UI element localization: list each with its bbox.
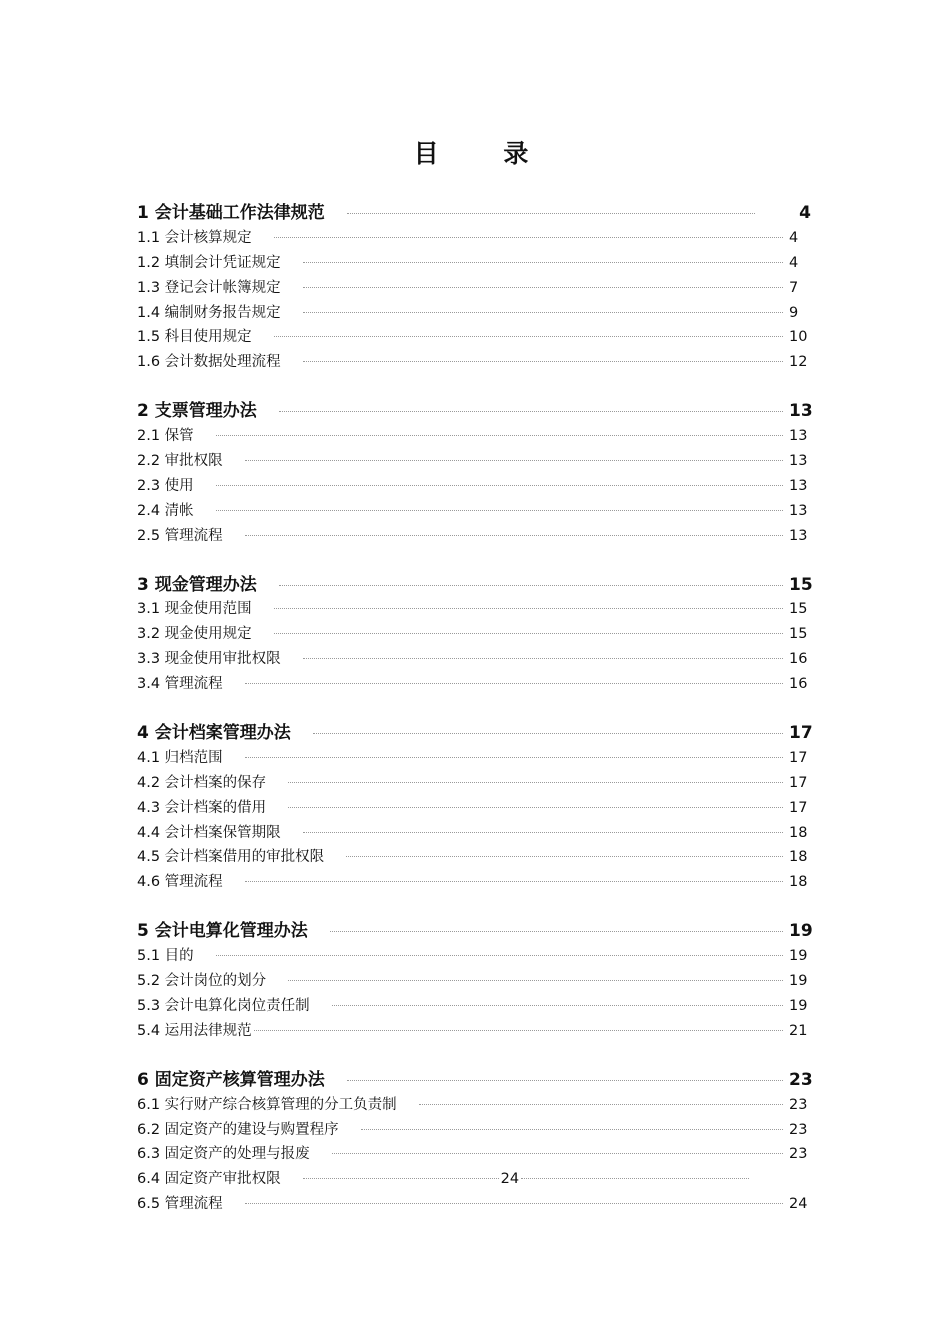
toc-chapter-label: 4 会计档案管理办法 — [137, 723, 291, 744]
toc-page-number: 17 — [789, 723, 813, 744]
toc-subsection-label: 6.1 实行财产综合核算管理的分工负责制 — [137, 1096, 397, 1113]
dot-leader — [274, 608, 783, 609]
toc-subsection-entry[interactable] — [137, 672, 817, 697]
dot-leader — [313, 733, 783, 734]
dot-leader — [216, 485, 783, 486]
toc-subsection-label: 3.4 管理流程 — [137, 676, 223, 693]
toc-subsection-entry[interactable] — [137, 499, 817, 524]
dot-leader — [274, 336, 783, 337]
toc-chapter-label: 2 支票管理办法 — [137, 401, 257, 422]
toc-subsection-label: 1.1 会计核算规定 — [137, 229, 252, 246]
toc-page-number: 23 — [789, 1121, 808, 1138]
toc-page-number: 4 — [789, 229, 799, 246]
toc-page-number: 4 — [789, 254, 799, 271]
toc-subsection-label: 3.2 现金使用规定 — [137, 626, 252, 643]
dot-leader — [346, 856, 783, 857]
toc-subsection-label: 3.3 现金使用审批权限 — [137, 651, 281, 668]
toc-subsection-label: 4.5 会计档案借用的审批权限 — [137, 849, 325, 866]
toc-page-number: 17 — [789, 799, 808, 816]
toc-subsection-label: 6.4 固定资产审批权限 — [137, 1171, 281, 1188]
dot-leader — [288, 782, 783, 783]
toc-section-2 — [137, 399, 817, 548]
toc-subsection-label: 4.6 管理流程 — [137, 874, 223, 891]
toc-subsection-entry[interactable] — [137, 449, 817, 474]
dot-leader — [254, 1030, 783, 1031]
toc-subsection-entry[interactable] — [137, 424, 817, 449]
toc-subsection-label: 1.5 科目使用规定 — [137, 329, 252, 346]
dot-leader — [347, 213, 755, 214]
toc-section-1 — [137, 201, 817, 375]
toc-subsection-label: 2.2 审批权限 — [137, 453, 223, 470]
toc-subsection-label: 5.3 会计电算化岗位责任制 — [137, 997, 310, 1014]
toc-chapter-entry[interactable] — [137, 399, 817, 424]
dot-leader — [330, 931, 783, 932]
toc-chapter-entry[interactable] — [137, 721, 817, 746]
toc-subsection-entry[interactable] — [137, 845, 817, 870]
toc-subsection-label: 1.3 登记会计帐簿规定 — [137, 279, 281, 296]
toc-subsection-entry[interactable] — [137, 1192, 817, 1217]
toc-page-number: 10 — [789, 329, 808, 346]
dot-leader — [303, 832, 783, 833]
dot-leader — [347, 1080, 783, 1081]
toc-page-number: 17 — [789, 749, 808, 766]
dot-leader — [288, 807, 783, 808]
toc-page-number: 19 — [789, 921, 813, 942]
toc-chapter-entry[interactable] — [137, 1068, 817, 1093]
toc-page-number: 15 — [789, 574, 813, 595]
toc-page-number: 13 — [789, 401, 813, 422]
toc-subsection-label: 1.2 填制会计凭证规定 — [137, 254, 281, 271]
toc-page-number: 13 — [789, 527, 808, 544]
toc-subsection-label: 4.4 会计档案保管期限 — [137, 824, 281, 841]
toc-chapter-entry[interactable] — [137, 573, 817, 598]
toc-subsection-label: 5.1 目的 — [137, 948, 194, 965]
dot-leader — [332, 1005, 783, 1006]
toc-subsection-entry[interactable] — [137, 474, 817, 499]
toc-subsection-label: 2.4 清帐 — [137, 502, 194, 519]
dot-leader — [303, 262, 783, 263]
toc-chapter-label: 5 会计电算化管理办法 — [137, 921, 308, 942]
toc-subsection-label: 1.4 编制财务报告规定 — [137, 304, 281, 321]
toc-page-number: 21 — [789, 1022, 808, 1039]
toc-subsection-entry[interactable] — [137, 944, 817, 969]
page-title: 目 录 — [413, 139, 557, 168]
toc-subsection-label: 3.1 现金使用范围 — [137, 601, 252, 618]
dot-leader — [274, 633, 783, 634]
toc-subsection-entry[interactable] — [137, 969, 817, 994]
toc-page-number: 19 — [789, 948, 808, 965]
toc-subsection-label: 4.1 归档范围 — [137, 749, 223, 766]
dot-leader — [274, 237, 783, 238]
toc-chapter-label: 3 现金管理办法 — [137, 574, 257, 595]
toc-subsection-entry[interactable] — [137, 994, 817, 1019]
toc-subsection-label: 4.3 会计档案的借用 — [137, 799, 267, 816]
dot-leader — [245, 757, 783, 758]
toc-page-number: 23 — [789, 1096, 808, 1113]
toc-subsection-label: 2.3 使用 — [137, 477, 194, 494]
toc-subsection-label: 6.5 管理流程 — [137, 1196, 223, 1213]
dot-leader — [303, 287, 783, 288]
dot-leader — [216, 435, 783, 436]
toc-page-number: 24 — [500, 1171, 520, 1188]
toc-subsection-entry[interactable] — [137, 301, 817, 326]
toc-subsection-entry[interactable] — [137, 276, 817, 301]
toc-subsection-label: 1.6 会计数据处理流程 — [137, 354, 281, 371]
table-of-contents — [137, 201, 817, 1241]
toc-page-number: 19 — [789, 973, 808, 990]
toc-subsection-entry[interactable] — [137, 1118, 817, 1143]
toc-page-number: 12 — [789, 354, 808, 371]
toc-section-3 — [137, 573, 817, 697]
toc-subsection-entry[interactable] — [137, 524, 817, 549]
toc-subsection-entry[interactable] — [137, 1142, 817, 1167]
dot-leader — [521, 1178, 749, 1179]
toc-page-number: 15 — [789, 626, 808, 643]
dot-leader — [245, 881, 783, 882]
toc-subsection-label: 2.5 管理流程 — [137, 527, 223, 544]
toc-subsection-label: 5.4 运用法律规范 — [137, 1022, 252, 1039]
toc-page-number: 13 — [789, 428, 808, 445]
toc-page-number: 13 — [789, 453, 808, 470]
toc-subsection-entry[interactable] — [137, 1167, 817, 1192]
toc-page-number: 7 — [789, 279, 799, 296]
toc-subsection-entry[interactable] — [137, 870, 817, 895]
dot-leader — [303, 1178, 499, 1179]
dot-leader — [303, 312, 783, 313]
dot-leader — [245, 683, 783, 684]
toc-subsection-entry[interactable] — [137, 1093, 817, 1118]
toc-subsection-label: 6.2 固定资产的建设与购置程序 — [137, 1121, 339, 1138]
dot-leader — [216, 955, 783, 956]
toc-subsection-label: 5.2 会计岗位的划分 — [137, 973, 267, 990]
toc-subsection-entry[interactable] — [137, 226, 817, 251]
toc-subsection-entry[interactable] — [137, 350, 817, 375]
toc-subsection-label: 6.3 固定资产的处理与报废 — [137, 1146, 310, 1163]
dot-leader — [245, 1203, 783, 1204]
toc-page-number: 23 — [789, 1069, 813, 1090]
toc-page-number: 13 — [789, 477, 808, 494]
toc-section-6 — [137, 1068, 817, 1217]
toc-subsection-entry[interactable] — [137, 647, 817, 672]
dot-leader — [303, 361, 783, 362]
toc-page-number: 17 — [789, 774, 808, 791]
toc-subsection-entry[interactable] — [137, 251, 817, 276]
toc-chapter-label: 1 会计基础工作法律规范 — [137, 203, 325, 223]
dot-leader — [245, 535, 783, 536]
toc-page-number: 19 — [789, 997, 808, 1014]
toc-subsection-entry[interactable] — [137, 1019, 817, 1044]
dot-leader — [332, 1153, 783, 1154]
dot-leader — [361, 1129, 783, 1130]
toc-section-4 — [137, 721, 817, 895]
toc-page-number: 24 — [789, 1196, 808, 1213]
toc-page-number: 4 — [799, 203, 811, 223]
dot-leader — [245, 460, 783, 461]
toc-chapter-entry[interactable] — [137, 201, 817, 226]
toc-subsection-entry[interactable] — [137, 622, 817, 647]
toc-page-number: 9 — [789, 304, 799, 321]
toc-subsection-entry[interactable] — [137, 325, 817, 350]
toc-page-number: 16 — [789, 651, 808, 668]
toc-page-number: 18 — [789, 849, 808, 866]
toc-subsection-entry[interactable] — [137, 746, 817, 771]
dot-leader — [279, 411, 783, 412]
toc-page-number: 23 — [789, 1146, 808, 1163]
dot-leader — [303, 658, 783, 659]
dot-leader — [288, 980, 783, 981]
toc-subsection-label: 2.1 保管 — [137, 428, 194, 445]
toc-chapter-label: 6 固定资产核算管理办法 — [137, 1069, 325, 1090]
toc-subsection-label: 4.2 会计档案的保存 — [137, 774, 267, 791]
toc-subsection-entry[interactable] — [137, 597, 817, 622]
toc-section-5 — [137, 919, 817, 1043]
toc-page-number: 13 — [789, 502, 808, 519]
dot-leader — [216, 510, 783, 511]
dot-leader — [279, 585, 783, 586]
dot-leader — [419, 1104, 783, 1105]
toc-page-number: 18 — [789, 824, 808, 841]
toc-subsection-entry[interactable] — [137, 821, 817, 846]
toc-subsection-entry[interactable] — [137, 771, 817, 796]
toc-page-number: 18 — [789, 874, 808, 891]
toc-chapter-entry[interactable] — [137, 919, 817, 944]
toc-page-number: 15 — [789, 601, 808, 618]
toc-page-number: 16 — [789, 676, 808, 693]
toc-subsection-entry[interactable] — [137, 796, 817, 821]
